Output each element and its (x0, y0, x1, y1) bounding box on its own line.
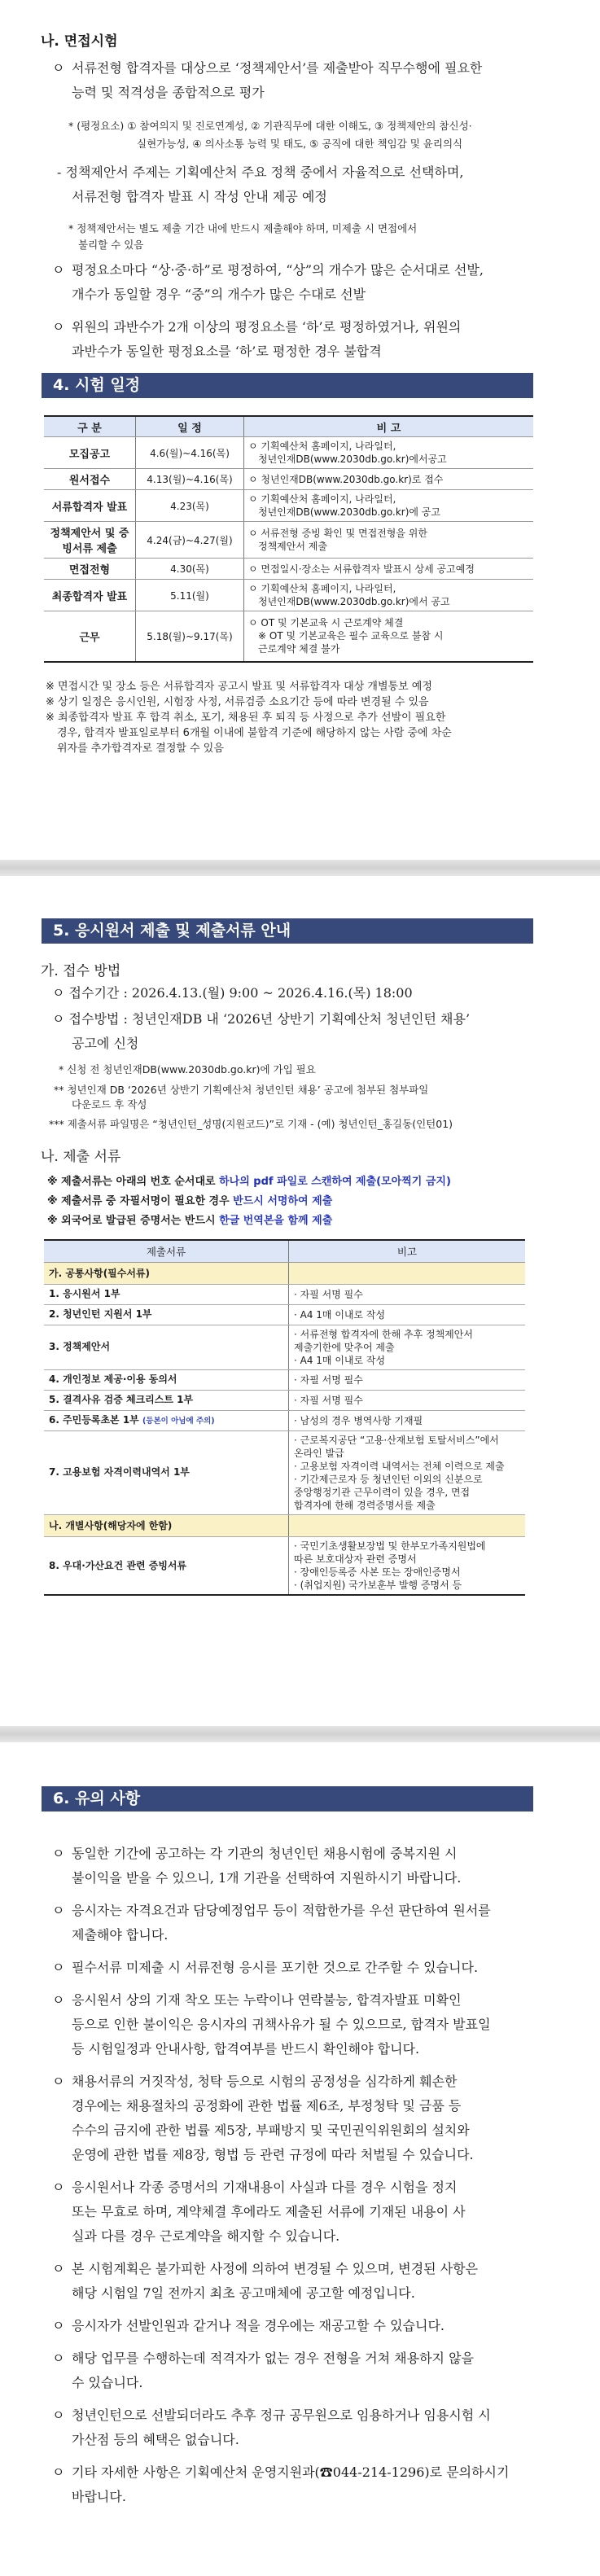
warning-highlight: 반드시 서명하여 제출 (233, 1195, 333, 1207)
remark-line: 온라인 발급 (294, 1448, 344, 1459)
stage-date: 4.24(금)~4.27(월) (136, 522, 244, 559)
remark-line: · 자필 서명 필수 (294, 1289, 363, 1300)
category-label: 나. 개별사항(해당자에 한함) (44, 1515, 289, 1537)
remark-line: ※ OT 및 기본교육은 필수 교육으로 불참 시 (258, 630, 444, 642)
application-method-line-1: ㅇ 접수방법 : 청년인재DB 내 ‘2026년 상반기 기획예산처 청년인턴 채용’ (52, 1011, 471, 1027)
caution-line: 응시원서 상의 기재 착오 또는 누락이나 연락불능, 합격자발표 미확인 (72, 1992, 462, 2008)
col-header-documents: 제출서류 (44, 1240, 289, 1263)
proposal-deadline-note-2: 불리할 수 있음 (78, 239, 144, 251)
footnote: ※ 상기 일정은 응시인원, 시험장 사정, 서류검증 소요기간 등에 따라 변경될 수 있음 (46, 696, 429, 708)
stage-name: 근무 (44, 611, 136, 662)
evaluation-factors-note-2: 실현가능성, ④ 의사소통 능력 및 태도, ⑤ 공직에 대한 책임감 및 윤리의식 (137, 138, 463, 150)
col-header-remarks: 비 고 (244, 416, 534, 437)
warning-highlight: 하나의 pdf 파일로 스캔하여 제출(모아찍기 금지) (219, 1176, 451, 1188)
bullet-icon: ㅇ (52, 60, 65, 76)
caution-item (52, 1899, 541, 1947)
schedule-footnotes (46, 679, 452, 756)
caution-line: 해당 업무를 수행하는데 적격자가 없는 경우 전형을 거쳐 채용하지 않을 (72, 2350, 474, 2366)
caution-item (52, 1988, 541, 2061)
application-period: ㅇ 접수기간 : 2026.4.13.(월) 9:00 ~ 2026.4.16.(목) 18:00 (52, 985, 413, 1001)
application-method-line-2: 공고에 신청 (72, 1036, 139, 1051)
caution-item (52, 1842, 541, 1890)
caution-item (52, 1956, 541, 1980)
caution-line: 수 있습니다. (72, 2375, 143, 2390)
category-row-common (44, 1263, 525, 1285)
document-row (44, 1537, 525, 1596)
remark-line: 제출기한에 맞추어 제출 (294, 1342, 395, 1353)
document-name: 1. 응시원서 1부 (49, 1288, 120, 1299)
remark-line: ㅇ 면접일시·장소는 서류합격자 발표시 상세 공고예정 (248, 563, 475, 575)
receipt-method-heading: 가. 접수 방법 (41, 963, 121, 979)
attachment-note-1: ** 청년인재 DB ‘2026년 상반기 기획예산처 청년인턴 채용’ 공고에 첨부된 첨부파일 (54, 1084, 429, 1096)
stage-name: 모집공고 (44, 437, 136, 469)
caution-line: 등으로 인한 불이익은 응시자의 귀책사유가 될 수 있으므로, 합격자 발표일 (72, 2017, 491, 2032)
bullet-icon: ㅇ (52, 1903, 65, 1918)
caution-line: 본 시험계획은 불가피한 사정에 의하여 변경될 수 있으며, 변경된 사항은 (72, 2261, 479, 2276)
schedule-row (44, 522, 533, 559)
caution-line: 가산점 등의 혜택은 없습니다. (72, 2432, 239, 2447)
bullet-icon: ㅇ (52, 2180, 65, 2195)
warning-text: ※ 외국어로 발급된 증명서는 반드시 (47, 1215, 220, 1227)
section-6-header: 6. 유의 사항 (42, 1786, 533, 1812)
caution-item (52, 2175, 541, 2249)
warning-highlight: 한글 번역본을 함께 제출 (219, 1215, 333, 1227)
caution-line: 경우에는 채용절차의 공정화에 관한 법률 제6조, 부정청탁 및 금품 등 (72, 2098, 462, 2114)
remark-line: · 국민기초생활보장법 및 한부모가족지원법에 (294, 1540, 486, 1552)
caution-item (52, 2070, 541, 2167)
remark-line: · 자필 서명 필수 (294, 1374, 363, 1386)
caution-item (52, 2314, 541, 2338)
bullet-icon: ㅇ (52, 2350, 65, 2366)
stage-name: 원서접수 (44, 469, 136, 490)
remark-line: ㅇ 청년인재DB(www.2030db.go.kr)로 접수 (248, 473, 444, 485)
proposal-topic-line-2: 서류전형 합격자 발표 시 작성 안내 제공 예정 (72, 189, 327, 204)
document-name: 4. 개인정보 제공·이용 동의서 (49, 1373, 177, 1385)
stage-date: 5.18(월)~9.17(목) (136, 611, 244, 662)
remark-line: · A4 1매 이내로 작성 (294, 1309, 386, 1321)
stage-name: 서류합격자 발표 (44, 490, 136, 522)
remark-line: ㅇ 서류전형 증빙 확인 및 면접전형을 위한 (248, 528, 427, 539)
caution-line: 수수의 금지에 관한 법률 제5장, 부패방지 및 국민권익위원회의 설치와 (72, 2123, 470, 2138)
stage-date: 5.11(월) (136, 580, 244, 611)
bullet-icon: ㅇ (52, 319, 65, 335)
remark-line: 따른 보호대상자 관련 증명서 (294, 1553, 417, 1565)
cautions-list (52, 1842, 541, 2517)
remark-line: · 근로복지공단 “고용·산재보험 토탈서비스”에서 (294, 1435, 499, 1446)
interview-bullet-2-line-2: 개수가 동일할 경우 “중”의 개수가 많은 수대로 선발 (72, 287, 366, 302)
remark-line: 청년인재DB(www.2030db.go.kr)에서 공고 (258, 596, 450, 607)
remark-line: 청년인재DB(www.2030db.go.kr)에 공고 (258, 506, 440, 518)
page-divider (0, 1726, 600, 1742)
footnote: ※ 면접시간 및 장소 등은 서류합격자 공고시 발표 및 서류합격자 대상 개별통보 예정 (46, 681, 432, 693)
filename-note: *** 제출서류 파일명은 “청년인턴_성명(지원코드)”로 기재 - (예) 청년인턴_홍길동(인턴01) (49, 1118, 453, 1130)
schedule-row (44, 437, 533, 469)
stage-name: 최종합격자 발표 (44, 580, 136, 611)
required-documents-table (44, 1239, 525, 1596)
remark-line: · 고용보험 자격이력 내역서는 전체 이력으로 제출 (294, 1461, 505, 1472)
warning-text: ※ 제출서류 중 자필서명이 필요한 경우 (47, 1195, 234, 1207)
proposal-deadline-note-1: * 정책제안서는 별도 제출 기간 내에 반드시 제출해야 하며, 미제출 시 면접에서 (68, 222, 418, 234)
document-row (44, 1370, 525, 1391)
caution-item (52, 2460, 541, 2509)
remark-line: ㅇ 기획예산처 홈페이지, 나라일터, (248, 440, 396, 452)
stage-name: 면접전형 (44, 559, 136, 580)
bullet-icon: ㅇ (52, 2464, 65, 2480)
documents-heading: 나. 제출 서류 (41, 1149, 121, 1165)
remark-line: ㅇ 기획예산처 홈페이지, 나라일터, (248, 583, 396, 594)
document-row (44, 1411, 525, 1431)
caution-line: 청년인턴으로 선발되더라도 추후 정규 공무원으로 임용하거나 임용시험 시 (72, 2407, 491, 2423)
caution-item (52, 2346, 541, 2395)
remark-line: 청년인재DB(www.2030db.go.kr)에서공고 (258, 453, 447, 465)
caution-line: 필수서류 미제출 시 서류전형 응시를 포기한 것으로 간주할 수 있습니다. (72, 1960, 479, 1975)
remark-line: ㅇ 기획예산처 홈페이지, 나라일터, (248, 493, 396, 505)
remark-line: 합격자에 한해 경력증명서를 제출 (294, 1500, 436, 1511)
document-name: 3. 정책제안서 (49, 1341, 111, 1352)
interview-bullet-3-line-1: 위원의 과반수가 2개 이상의 평정요소를 ‘하’로 평정하였거나, 위원의 (72, 319, 462, 335)
document-name: 2. 청년인턴 지원서 1부 (49, 1308, 152, 1320)
remark-line: 중앙행정기관 근무이력이 있을 경우, 면접 (294, 1487, 471, 1498)
caution-line: 바랍니다. (72, 2489, 126, 2504)
schedule-row (44, 580, 533, 611)
caution-line: 채용서류의 거짓작성, 청탁 등으로 시험의 공정성을 심각하게 훼손한 (72, 2074, 458, 2089)
page-divider (0, 860, 600, 876)
document-row (44, 1285, 525, 1305)
remark-line: ㅇ OT 및 기본교육 시 근로계약 체결 (248, 617, 404, 629)
interview-bullet-2-line-1: 평정요소마다 “상·중·하”로 평정하여, “상”의 개수가 많은 순서대로 선발, (72, 262, 484, 278)
caution-line: 응시원서나 각종 증명서의 기재내용이 사실과 다를 경우 시험을 정지 (72, 2180, 458, 2195)
interview-bullet-3-line-2: 과반수가 동일한 평정요소를 ‘하’로 평정한 경우 불합격 (72, 344, 382, 359)
caution-line: 또는 무효로 하며, 계약체결 후에라도 제출된 서류에 기재된 내용이 사 (72, 2204, 466, 2219)
signup-note: * 신청 전 청년인재DB(www.2030db.go.kr)에 가입 필요 (59, 1063, 316, 1076)
document-name: 6. 주민등록초본 1부 (49, 1414, 142, 1426)
document-row (44, 1305, 525, 1325)
evaluation-factors-note-1: * (평정요소) ① 참여의지 및 진로연계성, ② 기관직무에 대한 이해도, ③ 정책제안의 참신성· (68, 120, 472, 132)
document-row (44, 1325, 525, 1370)
footnote: ※ 최종합격자 발표 후 합격 취소, 포기, 채용된 후 퇴직 등 사정으로 추가 선발이 필요한 (46, 712, 446, 724)
schedule-row (44, 559, 533, 580)
document-name: 7. 고용보험 자격이력내역서 1부 (49, 1466, 190, 1478)
caution-line: 해당 시험일 7일 전까지 최초 공고매체에 공고할 예정입니다. (72, 2285, 415, 2301)
bullet-icon: ㅇ (52, 262, 65, 278)
stage-date: 4.30(목) (136, 559, 244, 580)
interview-bullet-1-line-1: 서류전형 합격자를 대상으로 ‘정책제안서’를 제출받아 직무수행에 필요한 (72, 60, 483, 76)
document-name: 8. 우대·가산요건 관련 증빙서류 (44, 1537, 289, 1596)
remark-line: · 자필 서명 필수 (294, 1395, 363, 1406)
stage-date: 4.23(목) (136, 490, 244, 522)
col-header-category: 구 분 (44, 416, 136, 437)
footnote: 경우, 합격자 발표일로부터 6개월 이내에 불합격 기준에 해당하지 않는 사람 중에 차순 (57, 727, 452, 739)
stage-name: 정책제안서 및 증빙서류 제출 (44, 522, 136, 559)
schedule-row (44, 611, 533, 662)
section-4-header: 4. 시험 일정 (42, 373, 533, 398)
warning-text: ※ 제출서류는 아래의 번호 순서대로 (47, 1176, 220, 1188)
bullet-icon: ㅇ (52, 2407, 65, 2423)
remark-line: · 기간제근로자 등 청년인턴 이외의 신분으로 (294, 1474, 483, 1485)
remark-line: 정책제안서 제출 (258, 541, 327, 552)
document-row (44, 1391, 525, 1411)
remark-line: · (취업지원) 국가보훈부 발행 증명서 등 (294, 1579, 462, 1591)
bullet-icon: ㅇ (52, 1992, 65, 2008)
bullet-icon: ㅇ (52, 2318, 65, 2333)
remark-line: 근로계약 체결 불가 (258, 643, 340, 655)
col-header-remarks: 비고 (289, 1240, 526, 1263)
bullet-icon: ㅇ (52, 1960, 65, 1975)
interview-bullet-1-line-2: 능력 및 적격성을 종합적으로 평가 (72, 85, 265, 100)
exam-schedule-table (44, 415, 533, 663)
schedule-row (44, 490, 533, 522)
caution-line: 동일한 기간에 공고하는 각 기관의 청년인턴 채용시험에 중복지원 시 (72, 1846, 458, 1861)
caution-line: 등 시험일정과 안내사항, 합격여부를 반드시 확인해야 합니다. (72, 2041, 420, 2057)
document-warnings (47, 1172, 451, 1231)
schedule-row (44, 469, 533, 490)
stage-date: 4.6(월)~4.16(목) (136, 437, 244, 469)
bullet-icon: ㅇ (52, 2074, 65, 2089)
remark-line: · 남성의 경우 병역사항 기재필 (294, 1415, 423, 1426)
category-label: 가. 공통사항(필수서류) (44, 1263, 289, 1285)
document-name: 5. 결격사유 검증 체크리스트 1부 (49, 1394, 194, 1405)
caution-line: 응시자가 선발인원과 같거나 적을 경우에는 재공고할 수 있습니다. (72, 2318, 445, 2333)
remark-line: · 장애인등록증 사본 또는 장애인증명서 (294, 1566, 461, 1578)
document-row (44, 1431, 525, 1515)
interview-heading: 나. 면접시험 (41, 33, 118, 50)
bullet-icon: ㅇ (52, 1846, 65, 1861)
caution-line: 기타 자세한 사항은 기획예산처 운영지원과(☎044-214-1296)로 문의하시기 (72, 2464, 510, 2480)
caution-line: 응시자는 자격요건과 담당예정업무 등이 적합한가를 우선 판단하여 원서를 (72, 1903, 491, 1918)
remark-line: · 서류전형 합격자에 한해 추후 정책제안서 (294, 1329, 473, 1340)
footnote: 위자를 추가합격자로 결정할 수 있음 (57, 743, 224, 755)
category-row-individual (44, 1515, 525, 1537)
caution-item (52, 2403, 541, 2452)
remark-line: · A4 1매 이내로 작성 (294, 1355, 386, 1366)
col-header-schedule: 일 정 (136, 416, 244, 437)
attachment-note-2: 다운로드 후 작성 (72, 1098, 147, 1111)
document-caution: (등본이 아님에 주의) (142, 1417, 215, 1426)
caution-line: 제출해야 합니다. (72, 1927, 169, 1943)
section-5-header: 5. 응시원서 제출 및 제출서류 안내 (42, 918, 533, 944)
proposal-topic-line-1: - 정책제안서 주제는 기획예산처 주요 정책 중에서 자율적으로 선택하며, (57, 164, 464, 180)
caution-line: 실과 다를 경우 근로계약을 해지할 수 있습니다. (72, 2228, 340, 2244)
caution-line: 불이익을 받을 수 있으니, 1개 기관을 선택하여 지원하시기 바랍니다. (72, 1870, 462, 1886)
caution-item (52, 2257, 541, 2306)
bullet-icon: ㅇ (52, 2261, 65, 2276)
stage-date: 4.13(월)~4.16(목) (136, 469, 244, 490)
caution-line: 운영에 관한 법률 제8장, 형법 등 관련 규정에 따라 처벌될 수 있습니다. (72, 2147, 474, 2162)
